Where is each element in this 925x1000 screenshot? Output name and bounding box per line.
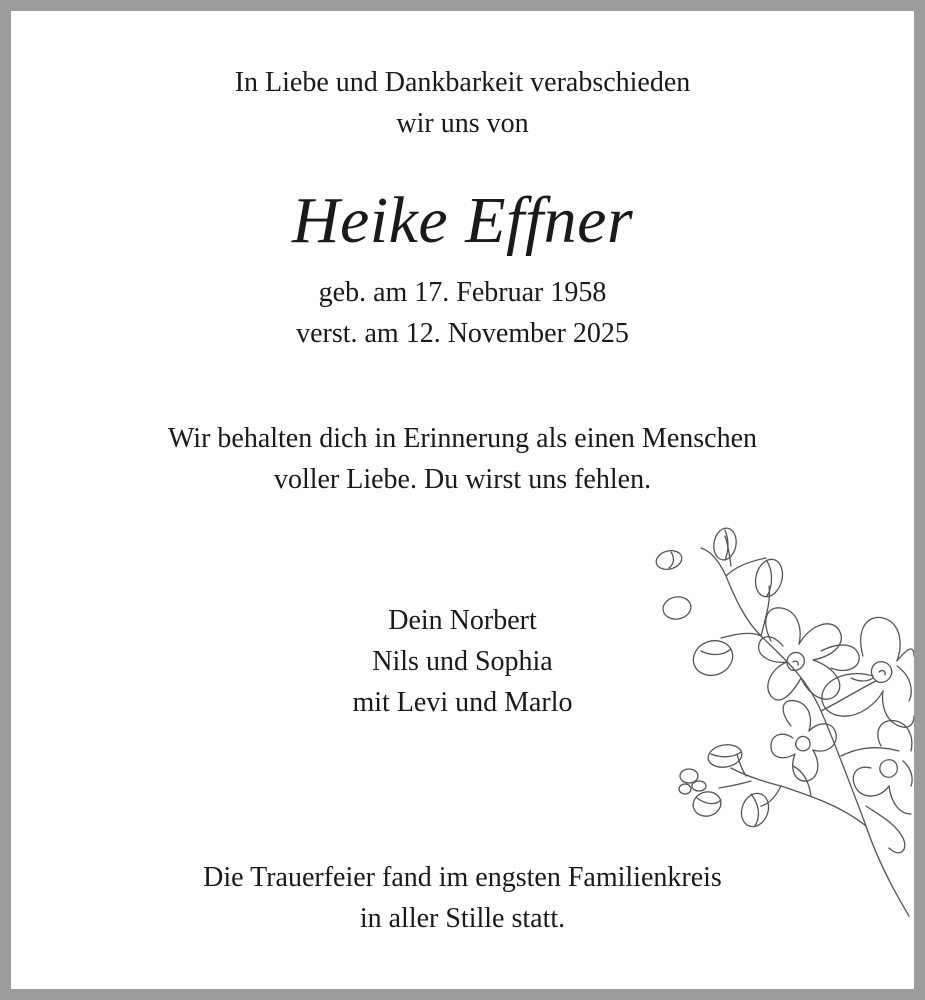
intro-line-2: wir uns von <box>396 108 529 139</box>
deceased-name: Heike Effner <box>291 184 634 257</box>
family-signature <box>11 600 914 723</box>
memory-line-2: voller Liebe. Du wirst uns fehlen. <box>273 464 652 495</box>
family-line-1: Dein Norbert <box>388 605 537 636</box>
birth-date: geb. am 17. Februar 1958 <box>318 277 607 308</box>
intro-line-1: In Liebe und Dankbarkeit verabschieden <box>234 67 691 98</box>
family-line-3: mit Levi und Marlo <box>352 687 573 718</box>
service-notice <box>11 857 914 939</box>
intro-text <box>11 62 914 144</box>
death-date: verst. am 12. November 2025 <box>296 318 629 349</box>
memory-text <box>11 418 914 500</box>
service-line-2: in aller Stille statt. <box>359 903 566 934</box>
service-line-1: Die Trauerfeier fand im engsten Familienkreis <box>203 862 722 893</box>
memory-line-1: Wir behalten dich in Erinnerung als einen Menschen <box>167 423 757 454</box>
obituary-card <box>11 11 914 989</box>
family-line-2: Nils und Sophia <box>372 646 553 677</box>
life-dates <box>11 272 914 354</box>
